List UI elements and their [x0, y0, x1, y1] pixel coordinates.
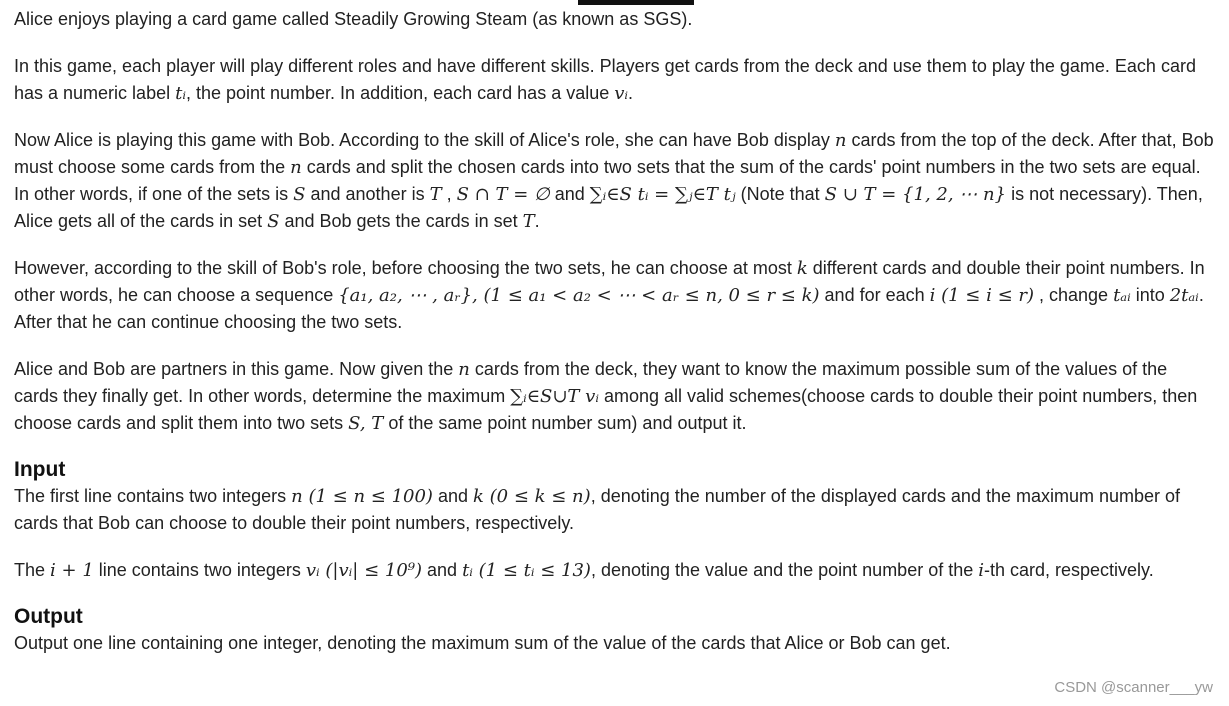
text: In this game, each player will play different roles and have different skills. Players get cards from the deck and use them to play the game. Each card has a numeric label [14, 56, 1196, 103]
text: and [432, 486, 473, 506]
math-S: S [293, 184, 306, 205]
paragraph-input-2 [14, 557, 1214, 584]
math-n: n [458, 359, 470, 380]
text: . [628, 83, 634, 103]
input-heading: Input [14, 458, 66, 481]
math-i-range: i (1 ≤ i ≤ r) [929, 285, 1035, 306]
text: However, according to the skill of Bob's role, before choosing the two sets, he can choose at most [14, 258, 797, 278]
text: , denoting the number of the displayed cards and the maximum number of cards that Bob can choose to double their point numbers, respectively. [14, 486, 1181, 533]
text: . After that he can continue choosing the two sets. [14, 285, 1204, 332]
text: The first line contains two integers [14, 486, 292, 506]
math-vi: vᵢ [614, 83, 629, 104]
text: is not necessary). Then, Alice gets all of the cards in set [14, 184, 1203, 231]
paragraph-game [14, 127, 1214, 235]
text: Alice enjoys playing a card game called Steadily Growing Steam (as known as SGS). [14, 9, 693, 29]
paragraph-output [14, 630, 1214, 657]
math-vi-range: vᵢ (|vᵢ| ≤ 10⁹) [305, 560, 423, 581]
math-ti-range: tᵢ (1 ≤ tᵢ ≤ 13) [462, 560, 591, 581]
text: and [549, 184, 590, 204]
math-k-range: k (0 ≤ k ≤ n) [473, 486, 591, 507]
text: , [441, 184, 457, 204]
math-T: T [522, 211, 535, 232]
math-i-plus-1: i + 1 [50, 560, 94, 581]
math-tai: tₐᵢ [1113, 285, 1131, 306]
math-n-range: n (1 ≤ n ≤ 100) [291, 486, 433, 507]
text: , denoting the value and the point number of the [590, 560, 979, 580]
paragraph-input-1 [14, 483, 1214, 537]
math-T: T [429, 184, 442, 205]
text: into [1130, 285, 1170, 305]
math-sum-values: ∑ᵢ∈S∪T vᵢ [510, 386, 599, 407]
math-intersection: S ∩ T = ∅ [456, 184, 550, 205]
text: Alice and Bob are partners in this game. Now given the [14, 359, 459, 379]
paragraph-intro [14, 6, 1214, 33]
text: cards and split the chosen cards into two sets that the sum of the cards' point numbers in the two sets are equal. In other words, if one of the sets is [14, 157, 1201, 204]
math-ti: tᵢ [175, 83, 186, 104]
text: The [14, 560, 51, 580]
text: different cards and double their point numbers. In other words, he can choose a sequence [14, 258, 1205, 305]
math-n: n [834, 130, 847, 151]
paragraph-double [14, 255, 1214, 336]
math-union: S ∪ T = {1, 2, ⋯ n} [824, 184, 1007, 205]
text: and [422, 560, 463, 580]
paragraph-cards [14, 53, 1214, 107]
math-S: S [267, 211, 280, 232]
text: Now Alice is playing this game with Bob. According to the skill of Alice's role, she can have Bob display [14, 130, 835, 150]
text: , change [1034, 285, 1114, 305]
text: and Bob gets the cards in set [279, 211, 523, 231]
math-n: n [290, 157, 302, 178]
text: cards from the top of the deck. After that, Bob must choose some cards from the [14, 130, 1214, 177]
text: . [534, 211, 540, 231]
text: Output one line containing one integer, denoting the maximum sum of the value of the cards that Alice or Bob can get. [14, 633, 951, 653]
output-heading: Output [14, 605, 83, 628]
math-sum-equality: ∑ᵢ∈S tᵢ = ∑ⱼ∈T tⱼ [589, 184, 736, 205]
text: (Note that [735, 184, 825, 204]
text: , the point number. In addition, each card has a value [185, 83, 615, 103]
text: and for each [819, 285, 930, 305]
math-2tai: 2tₐᵢ [1169, 285, 1199, 306]
text: and another is [305, 184, 430, 204]
text: among all valid schemes(choose cards to double their point numbers, then choose cards and split them into two sets [14, 386, 1198, 433]
math-S-T: S, T [348, 413, 384, 434]
csdn-watermark: CSDN @scanner___yw [1054, 679, 1213, 696]
text: of the same point number sum) and output it. [383, 413, 747, 433]
math-sequence: {a₁, a₂, ⋯ , aᵣ}, (1 ≤ a₁ < a₂ < ⋯ < aᵣ ≤ n, 0 ≤ r ≤ k) [338, 285, 820, 306]
text: line contains two integers [93, 560, 306, 580]
text: cards from the deck, they want to know the maximum possible sum of the values of the cards they finally get. In other words, determine the maximum [14, 359, 1168, 406]
problem-statement [14, 6, 1214, 677]
math-i: i [978, 560, 984, 581]
math-k: k [796, 258, 808, 279]
text: -th card, respectively. [984, 560, 1154, 580]
top-edge-bar [578, 0, 694, 5]
paragraph-goal [14, 356, 1214, 437]
